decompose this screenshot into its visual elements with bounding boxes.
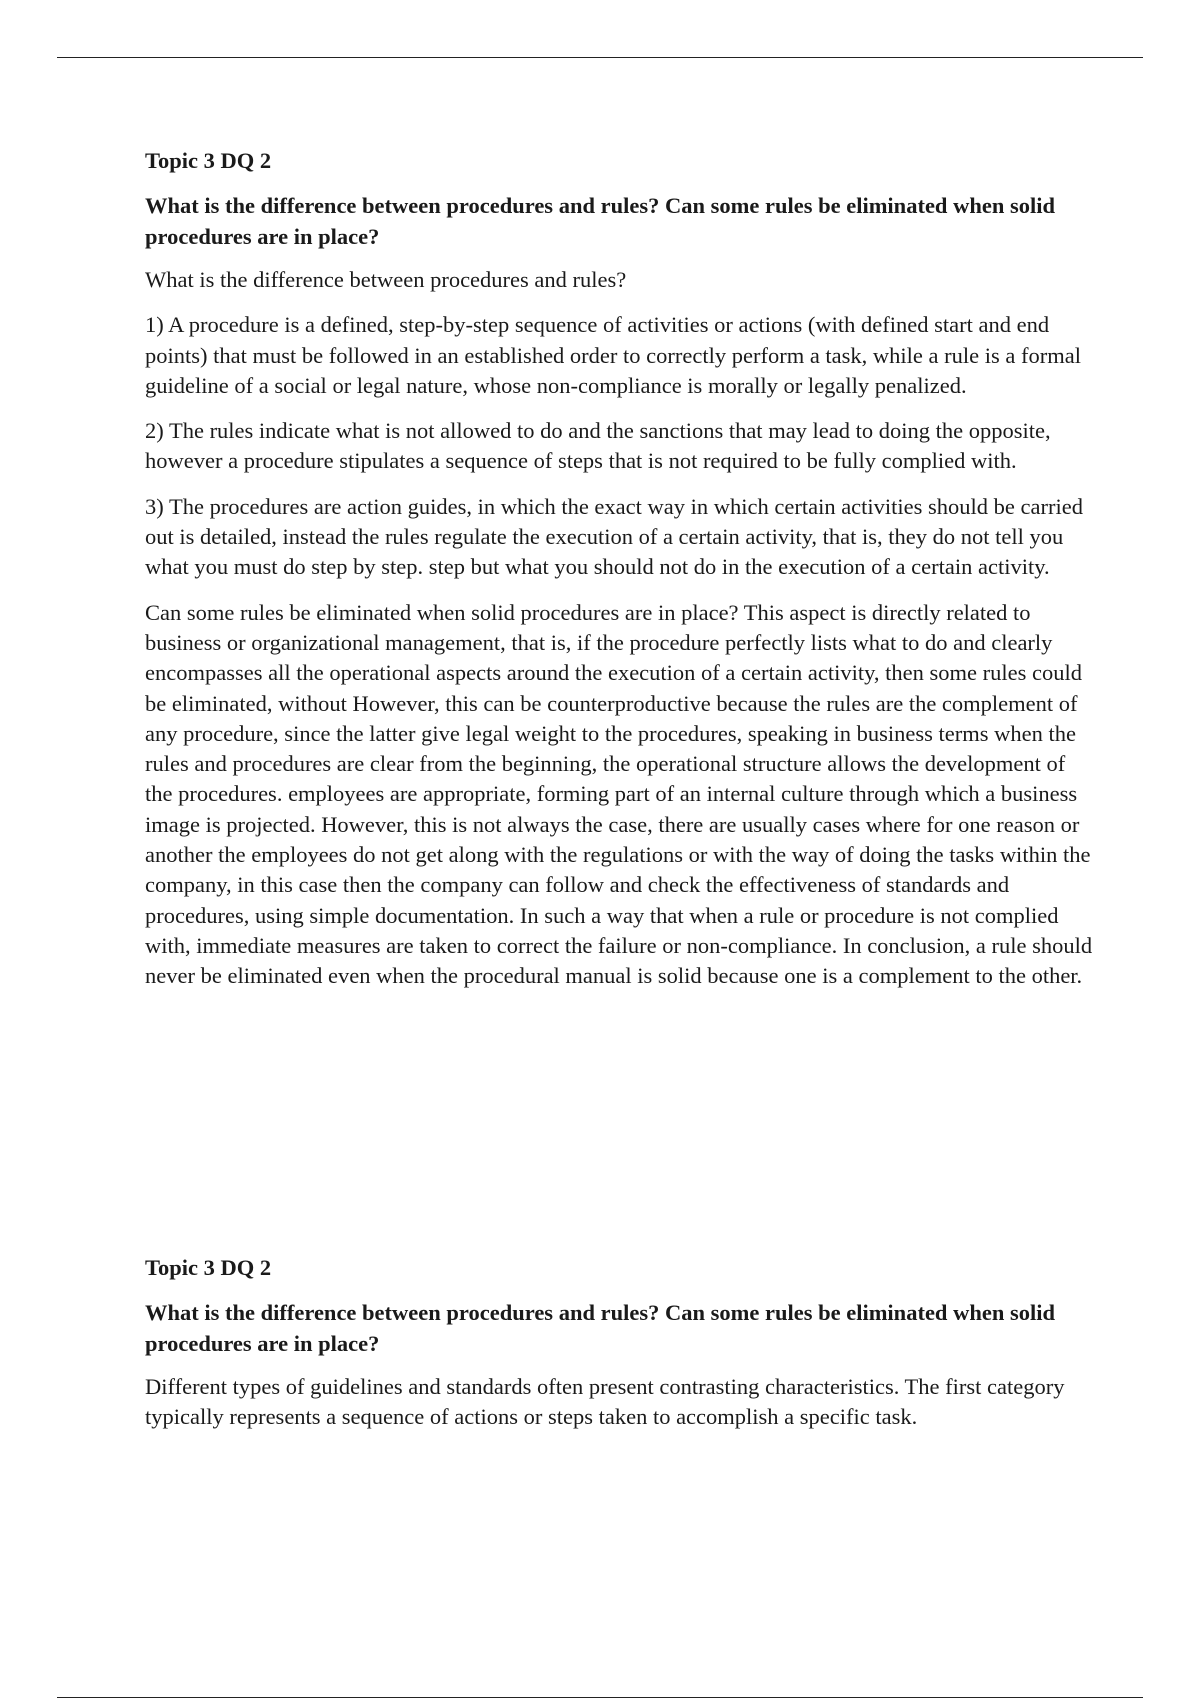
document-section-2 [145,1253,1095,1448]
section-title: Topic 3 DQ 2 [145,1255,272,1280]
paragraph: Different types of guidelines and standards often present contrasting characteristics. The first category typically represents a sequence of actions or steps taken to accomplish a specific task. [145,1374,1065,1430]
paragraph: Can some rules be eliminated when solid procedures are in place? This aspect is directly related to business or organizational management, that is, if the procedure perfectly lists what to do and clearly encompasses all the operational aspects around the execution of a certain activity, then some rules could be eliminated, without However, this can be counterproductive because the rules are the complement of any procedure, since the latter give legal weight to the procedures, speaking in business terms when the rules and procedures are clear from the beginning, the operational structure allows the development of the procedures. employees are appropriate, forming part of an internal culture through which a business image is projected. However, this is not always the case, there are usually cases where for one reason or another the employees do not get along with the regulations or with the way of doing the tasks within the company, in this case then the company can follow and check the effectiveness of standards and procedures, using simple documentation. In such a way that when a rule or procedure is not complied with, immediate measures are taken to correct the failure or non-compliance. In conclusion, a rule should never be eliminated even when the procedural manual is solid because one is a complement to the other. [145,599,1093,989]
paragraph: What is the difference between procedures and rules? [145,267,627,292]
paragraph: 3) The procedures are action guides, in which the exact way in which certain activities should be carried out is detailed, instead the rules regulate the execution of a certain activity, that is, they do not tell you what you must do step by step. step but what you should not do in the execution of a certain activity. [145,493,1083,580]
paragraph: 1) A procedure is a defined, step-by-step sequence of activities or actions (with defined start and end points) that must be followed in an established order to correctly perform a task, while a rule is a formal guideline of a social or legal nature, whose non-compliance is morally or legally penalized. [145,312,1081,398]
paragraph: 2) The rules indicate what is not allowed to do and the sanctions that may lead to doing the opposite, however a procedure stipulates a sequence of steps that is not required to be fully complied with. [145,418,1051,474]
footer-rule [57,1697,1143,1698]
discussion-question: What is the difference between procedures and rules? Can some rules be eliminated when solid procedures are in place? [145,193,1055,249]
discussion-question: What is the difference between procedures and rules? Can some rules be eliminated when solid procedures are in place? [145,1300,1055,1356]
header-rule [57,57,1143,58]
section-title: Topic 3 DQ 2 [145,148,272,173]
document-section-1 [145,146,1095,1007]
